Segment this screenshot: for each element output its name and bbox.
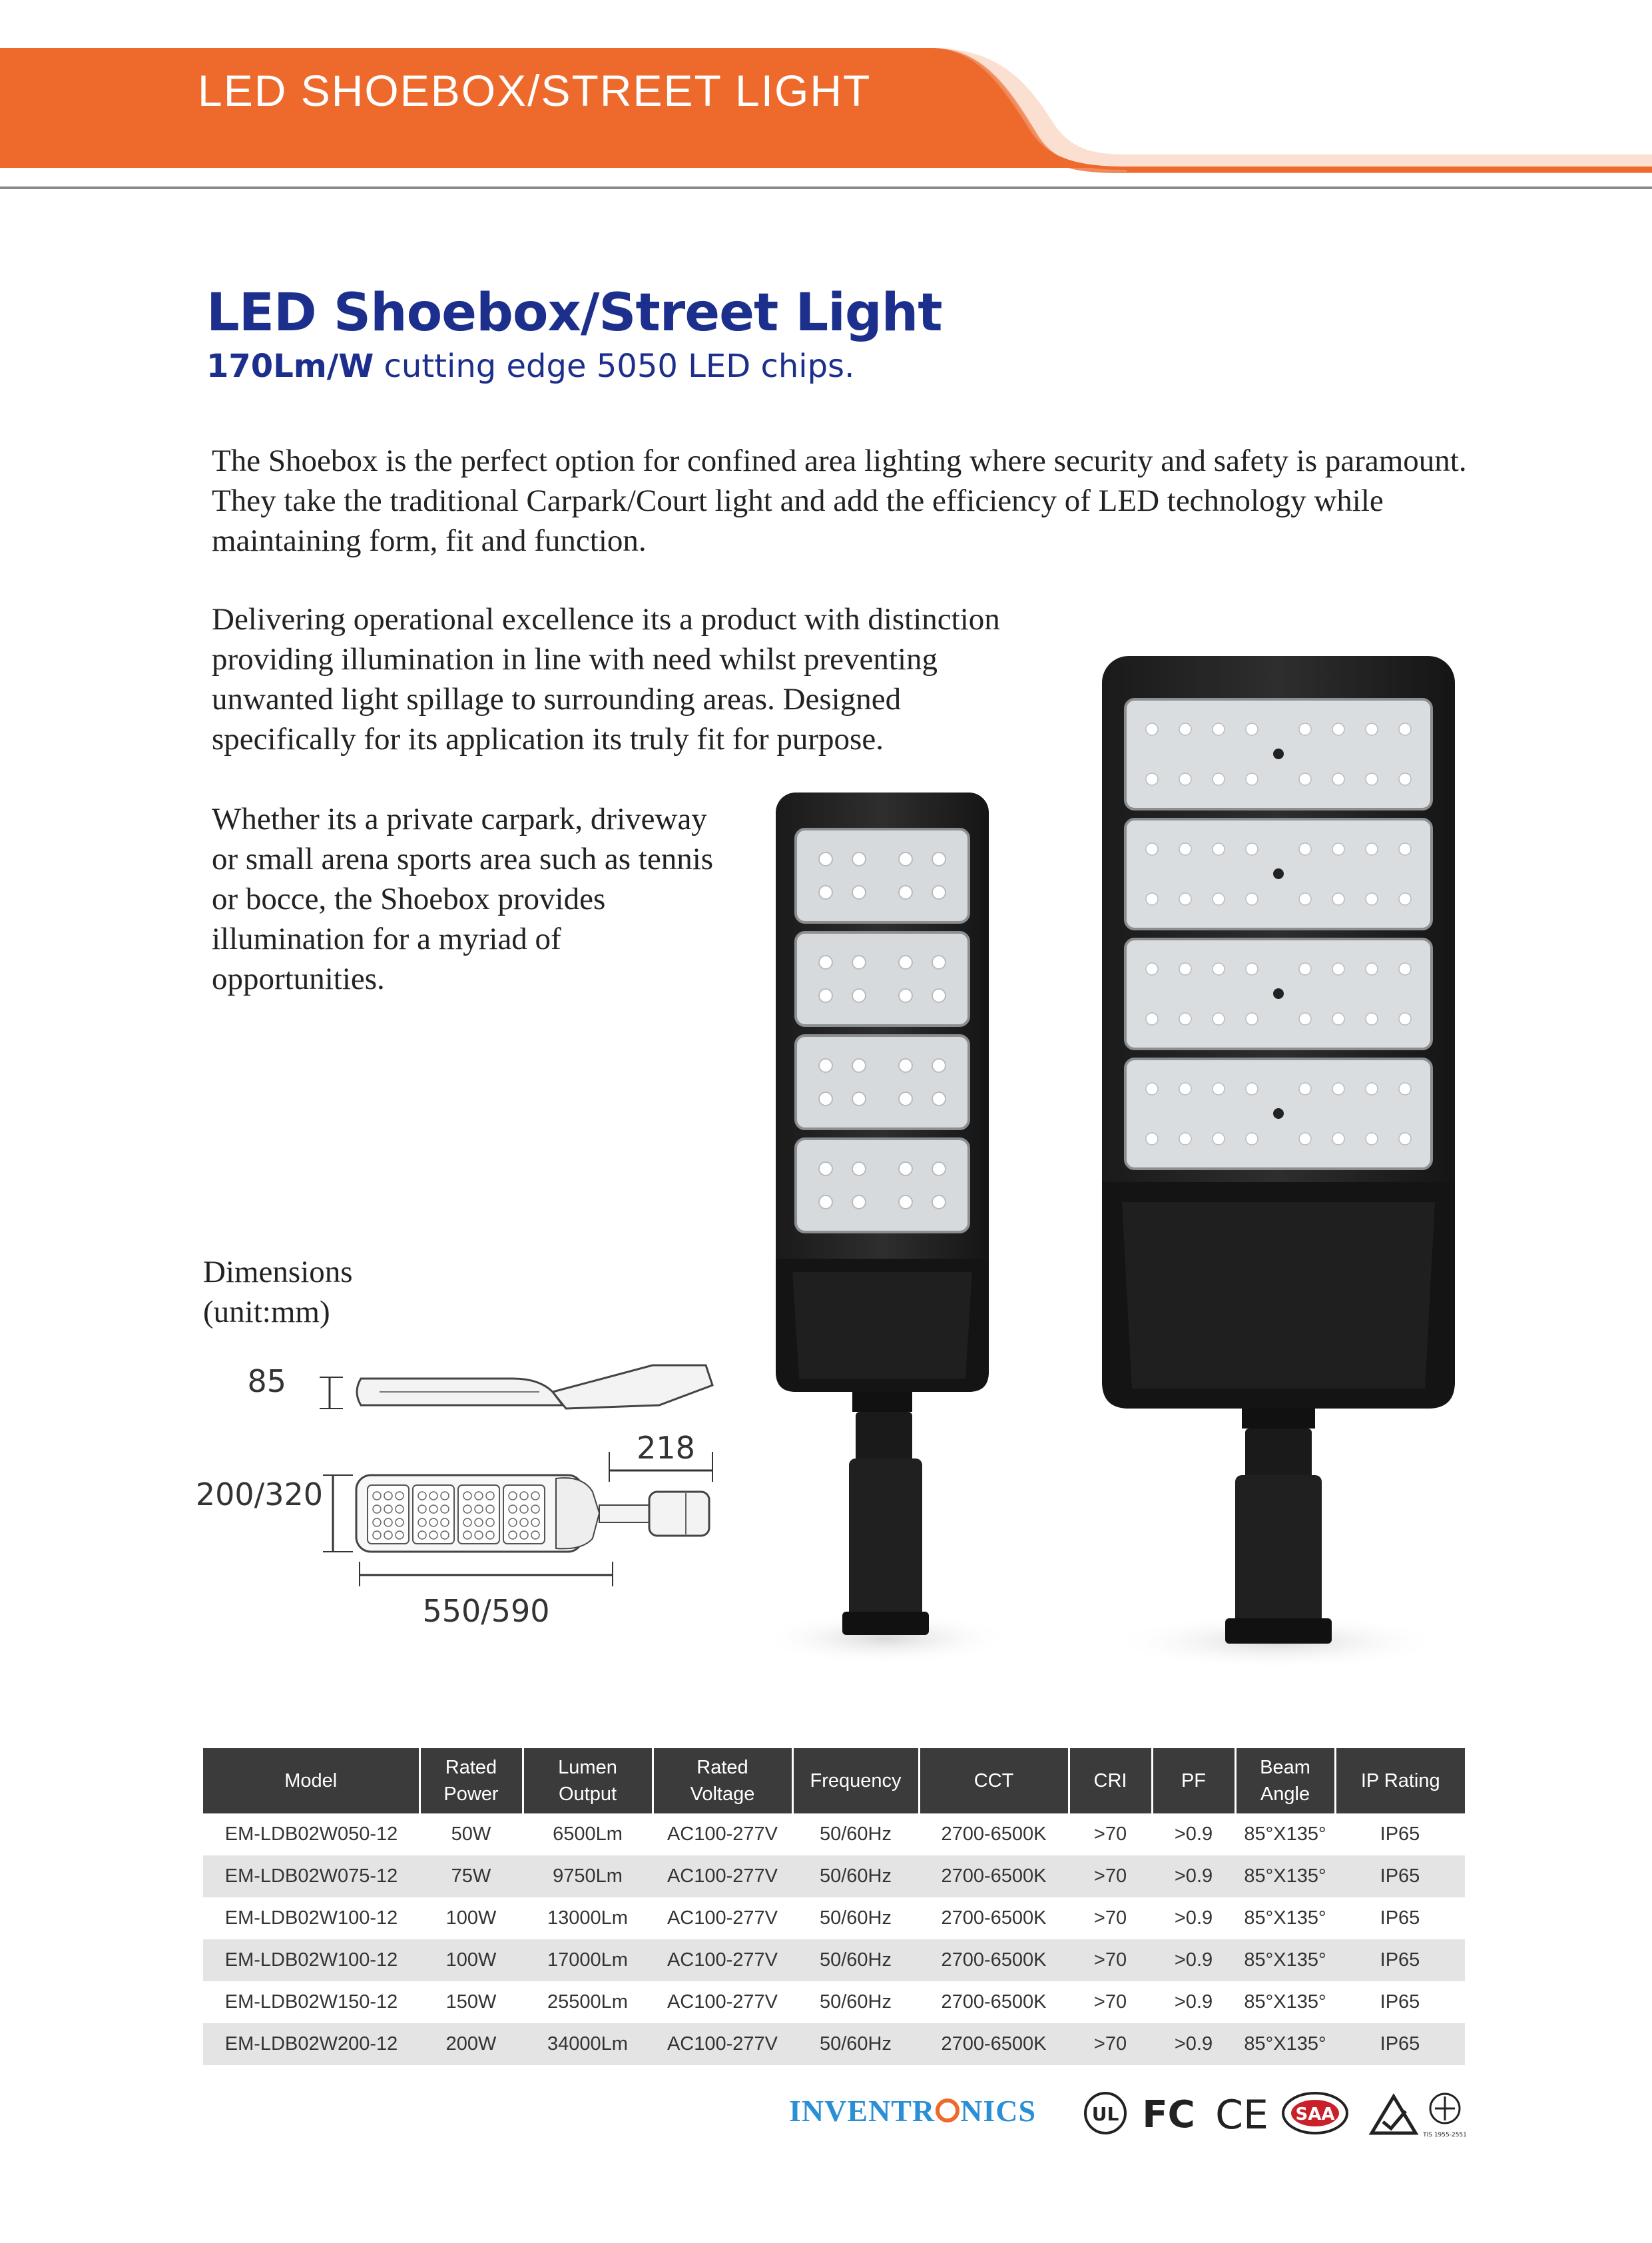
fcc-icon [1142, 2093, 1195, 2136]
table-cell: EM-LDB02W200-12 [203, 2023, 419, 2065]
table-cell: 9750Lm [523, 1855, 653, 1897]
table-cell: IP65 [1335, 1939, 1465, 1981]
table-cell: AC100-277V [653, 1939, 792, 1981]
description-paragraph-3 [212, 799, 744, 999]
table-cell: >70 [1093, 1907, 1127, 1929]
table-row [203, 1939, 1465, 1981]
table-cell: 85°X135° [1235, 1855, 1335, 1897]
table-cell: 50/60Hz [792, 1939, 919, 1981]
table-cell: 100W [419, 1939, 523, 1981]
table-cell: AC100-277V [667, 1991, 778, 2013]
certification-logos [1075, 2083, 1468, 2143]
column-header: Model [203, 1748, 419, 1813]
description-paragraph-2 [212, 599, 1064, 759]
text-line: or bocce, the Shoebox provides [212, 882, 606, 916]
banner-title: LED SHOEBOX/STREET LIGHT [198, 66, 872, 115]
table-row [203, 1855, 1465, 1897]
column-header: Beam Angle [1235, 1748, 1335, 1813]
dimensions-title: Dimensions [203, 1255, 353, 1289]
table-header-row [203, 1748, 1465, 1813]
table-row [203, 1813, 1465, 1855]
top-view-arm [649, 1492, 709, 1536]
slip-fitter [849, 1458, 922, 1625]
page-title: LED Shoebox/Street Light [206, 283, 942, 343]
column-header: Rated Voltage [653, 1748, 792, 1813]
table-cell: >70 [1069, 1855, 1152, 1897]
table-cell: 2700-6500K [919, 2023, 1069, 2065]
table-cell: 85°X135° [1244, 1823, 1326, 1845]
dimensions-unit: (unit:mm) [203, 1295, 330, 1329]
table-cell: 50/60Hz [792, 1855, 919, 1897]
dim-arm-label: 218 [637, 1430, 695, 1466]
product-image-small-lamp [752, 793, 1012, 1672]
table-cell: >0.9 [1152, 1855, 1235, 1897]
table-cell: >0.9 [1174, 1823, 1213, 1845]
table-cell: IP65 [1380, 1907, 1420, 1929]
brand-text-right: NICS [960, 2094, 1037, 2128]
ul-icon [1085, 2093, 1125, 2133]
table-cell: 2700-6500K [941, 1823, 1047, 1845]
text-line: unwanted light spillage to surrounding areas. Designed [212, 682, 902, 717]
column-header: Frequency [792, 1748, 919, 1813]
table-body [203, 1813, 1465, 2065]
text-line: maintaining form, fit and function. [212, 523, 647, 558]
table-cell: 100W [445, 1907, 497, 1929]
side-view-arm [553, 1365, 712, 1409]
brand-o-icon [936, 2098, 960, 2122]
svg-text:FC: FC [1142, 2093, 1195, 2136]
brand-text-left: INVENTR [789, 2094, 936, 2128]
table-cell: EM-LDB02W150-12 [224, 1991, 398, 2013]
table-cell: 13000Lm [547, 1907, 628, 1929]
table-cell: AC100-277V [653, 1855, 792, 1897]
page-subtitle [206, 348, 854, 385]
column-header: PF [1152, 1748, 1235, 1813]
table-cell: 2700-6500K [919, 1939, 1069, 1981]
table-cell: 50/60Hz [819, 1907, 892, 1929]
description-paragraph-1 [212, 441, 1577, 561]
table-cell: >70 [1093, 1991, 1127, 2013]
text-line: providing illumination in line with need whilst preventing [212, 642, 938, 677]
table-cell: IP65 [1335, 2023, 1465, 2065]
table-cell: 85°X135° [1244, 1991, 1326, 2013]
brand-logo [789, 2093, 1036, 2128]
column-header: Rated Power [419, 1748, 523, 1813]
table-cell: 150W [445, 1991, 497, 2013]
text-line: or small arena sports area such as tennis [212, 842, 714, 876]
dimensions-heading [203, 1252, 469, 1332]
table-cell: EM-LDB02W100-12 [203, 1939, 419, 1981]
svg-text:UL: UL [1091, 2103, 1119, 2125]
svg-text:CE: CE [1215, 2092, 1268, 2138]
ce-icon [1215, 2092, 1268, 2138]
table-row [203, 1981, 1465, 2023]
table-cell: IP65 [1380, 1823, 1420, 1845]
table-cell: AC100-277V [653, 2023, 792, 2065]
table-cell: EM-LDB02W075-12 [203, 1855, 419, 1897]
svg-text:TIS 1955-2551: TIS 1955-2551 [1423, 2132, 1467, 2138]
efficiency-value: 170Lm/W [206, 348, 374, 385]
table-cell: IP65 [1380, 1991, 1420, 2013]
table-cell: 25500Lm [547, 1991, 628, 2013]
banner-rule [0, 186, 1652, 189]
table-cell: EM-LDB02W050-12 [224, 1823, 398, 1845]
table-cell: >0.9 [1152, 2023, 1235, 2065]
rcm-icon [1372, 2096, 1416, 2133]
table-cell: >0.9 [1174, 1991, 1213, 2013]
dim-height-label: 85 [247, 1363, 286, 1399]
table-cell: >70 [1069, 1939, 1152, 1981]
table-cell: AC100-277V [667, 1823, 778, 1845]
subtitle-text: cutting edge 5050 LED chips. [374, 348, 855, 385]
dimension-drawing [193, 1339, 746, 1638]
table-cell: EM-LDB02W100-12 [224, 1907, 398, 1929]
table-cell: IP65 [1335, 1855, 1465, 1897]
table-cell: 34000Lm [523, 2023, 653, 2065]
svg-text:SAA: SAA [1295, 2104, 1335, 2124]
column-header: CRI [1069, 1748, 1152, 1813]
column-header: Lumen Output [523, 1748, 653, 1813]
table-cell: 50W [451, 1823, 491, 1845]
table-cell: >70 [1069, 2023, 1152, 2065]
text-line: specifically for its application its truly fit for purpose. [212, 722, 884, 757]
table-cell: 85°X135° [1235, 2023, 1335, 2065]
table-cell: 17000Lm [523, 1939, 653, 1981]
product-image-large-lamp [1092, 649, 1465, 1672]
table-cell: 85°X135° [1244, 1907, 1326, 1929]
text-line: Delivering operational excellence its a product with distinction [212, 602, 1000, 637]
table-cell: >0.9 [1152, 1939, 1235, 1981]
slip-fitter [1235, 1475, 1322, 1628]
tis-icon [1422, 2094, 1467, 2138]
table-cell: 2700-6500K [941, 1907, 1047, 1929]
text-line: Whether its a private carpark, driveway [212, 802, 707, 836]
table-cell: 2700-6500K [941, 1991, 1047, 2013]
dim-length-label: 550/590 [422, 1593, 550, 1629]
table-cell: >0.9 [1174, 1907, 1213, 1929]
text-line: The Shoebox is the perfect option for confined area lighting where security and safety is paramount. [212, 444, 1467, 478]
table-cell: >70 [1093, 1823, 1127, 1845]
spec-table [203, 1748, 1465, 2065]
column-header: IP Rating [1335, 1748, 1465, 1813]
column-header: CCT [919, 1748, 1069, 1813]
text-line: They take the traditional Carpark/Court light and add the efficiency of LED technology while [212, 483, 1384, 518]
table-cell: 75W [419, 1855, 523, 1897]
dim-width-label: 200/320 [195, 1476, 323, 1512]
table-cell: 200W [419, 2023, 523, 2065]
table-cell: 85°X135° [1235, 1939, 1335, 1981]
text-line: illumination for a myriad of [212, 922, 561, 956]
table-cell: 6500Lm [553, 1823, 623, 1845]
table-cell: 50/60Hz [819, 1823, 892, 1845]
saa-icon [1283, 2093, 1347, 2133]
table-row [203, 2023, 1465, 2065]
table-cell: 50/60Hz [819, 1991, 892, 2013]
table-cell: AC100-277V [667, 1907, 778, 1929]
table-row [203, 1897, 1465, 1939]
table-cell: 2700-6500K [919, 1855, 1069, 1897]
text-line: opportunities. [212, 962, 385, 996]
table-cell: 50/60Hz [792, 2023, 919, 2065]
